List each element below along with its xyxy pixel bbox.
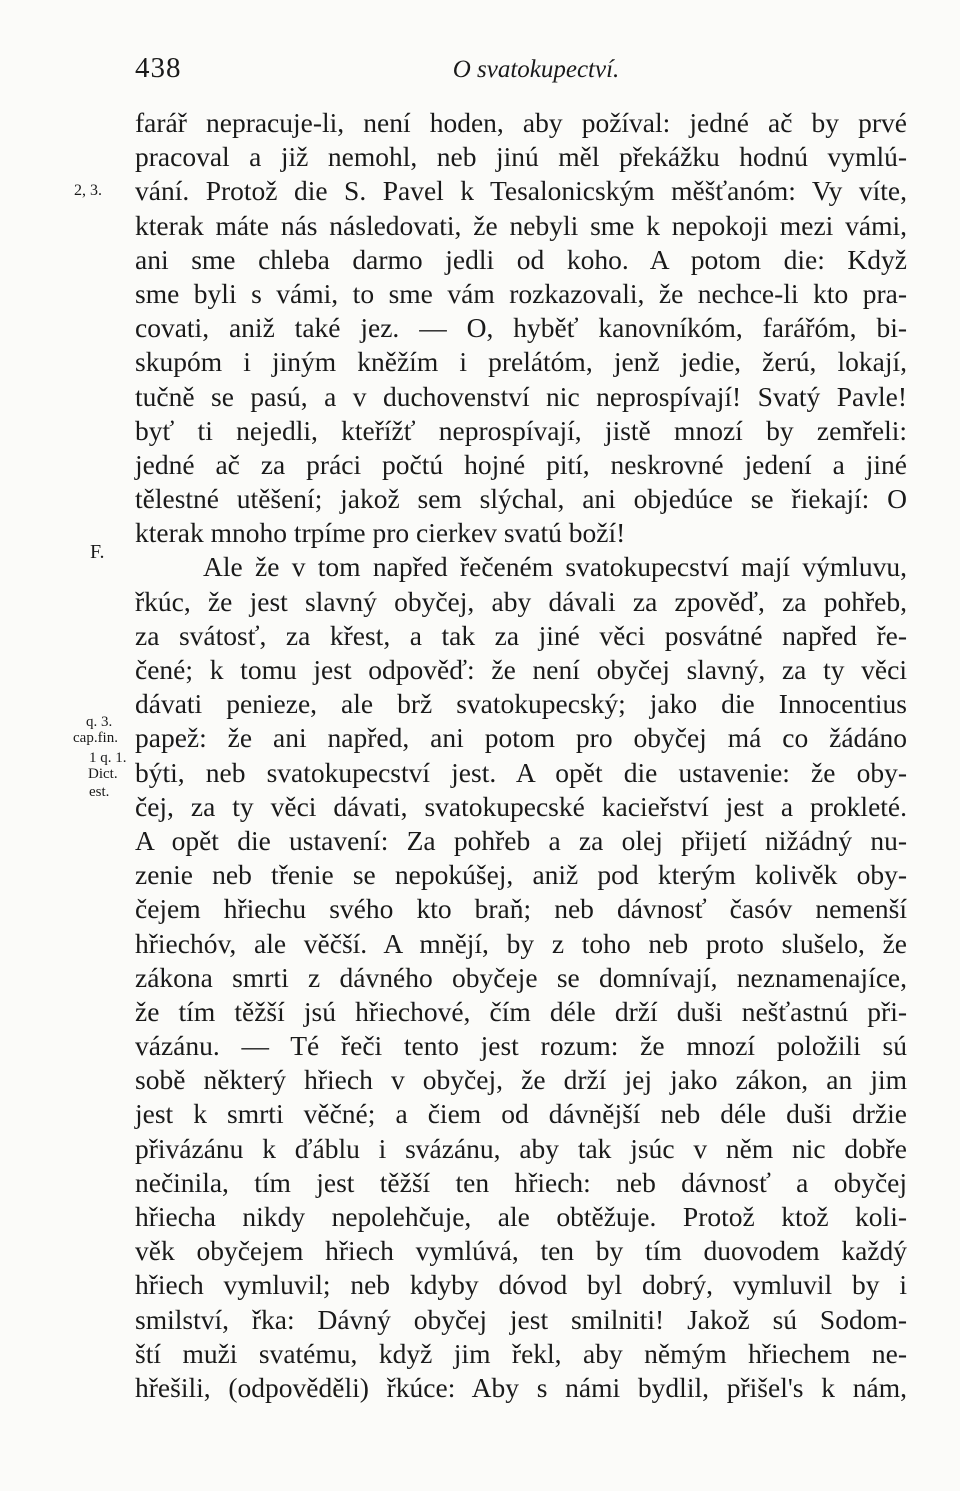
text-line: hřiech vymluvil; neb kdyby dóvod byl dobrý, vymluvil by i xyxy=(135,1269,907,1301)
text-line: kterak máte nás následovati, že nebyli sme k nepokoji mezi vámi, xyxy=(135,209,907,241)
text-line: hřiecha nikdy nepolehčuje, ale obtěžuje. Protož ktož koli- xyxy=(135,1201,907,1232)
running-title: O svatokupectví. xyxy=(452,56,620,83)
text-line: A opět die ustavení: Za pohřeb a za olej přijetí nižádný nu- xyxy=(135,824,907,856)
margin-note-ref-1q1: 1 q. 1. xyxy=(89,750,127,766)
text-line: zenie neb třenie se nepokúšej, aniž pod kterým kolivěk oby- xyxy=(135,859,907,891)
text-line: farář nepracuje-li, není hoden, aby požíval: jedné ač by prvé xyxy=(135,107,907,138)
text-line: Ale že v tom napřed řečeném svatokupecství mají výmluvu, xyxy=(203,551,907,583)
text-line: pracoval a již nemohl, neb jinú měl překážku hodnú vymlú- xyxy=(135,141,907,173)
text-line: čené; k tomu jest odpověď: že není obyčej slavný, za ty věci xyxy=(135,654,907,685)
text-line: vání. Protož die S. Pavel k Tesalonicským měšťanóm: Vy víte, xyxy=(135,175,907,207)
margin-note-ref-q3: q. 3. xyxy=(86,714,113,730)
text-line: sobě některý hřiech v obyčej, že drží jej jako zákon, an jim xyxy=(135,1064,907,1096)
text-line: přivázánu k ďáblu i svázánu, aby tak jsúc v něm nic dobře xyxy=(135,1132,907,1164)
text-line: dávati penieze, ale brž svatokupecský; jako die Innocentius xyxy=(135,688,907,720)
text-line: že tím těžší jsú hřiechové, čím déle drží duši nešťastnú při- xyxy=(135,995,907,1027)
text-line: čejem hřiechu svého kto braň; neb dávnosť časóv nemenší xyxy=(135,893,907,925)
margin-note-ref-dict: Dict. xyxy=(88,766,118,782)
margin-note-ref-capfin: cap.fin. xyxy=(73,730,118,746)
text-line: ští muži svatému, když jim řekl, aby němým hřiechem ne- xyxy=(135,1337,907,1369)
page-header xyxy=(135,52,907,92)
text-line: papež: že ani napřed, ani potom pro obyčej má co žádáno xyxy=(135,722,907,754)
text-line: býti, neb svatokupecství jest. A opět die ustavenie: že oby- xyxy=(135,756,907,788)
text-line: řkúc, že jest slavný obyčej, aby dávali za zpověď, za pohřeb, xyxy=(135,585,907,617)
text-line: covati, aniž také jez. — O, hyběť kanovníkóm, farářóm, bi- xyxy=(135,312,907,344)
text-line: sme byli s vámi, to sme vám rozkazovali, že nechce-li kto pra- xyxy=(135,277,907,309)
text-line: tučně se pasú, a v duchovenství nic neprospívají! Svatý Pavle! xyxy=(135,380,907,412)
text-line: věk obyčejem hřiech vymlúvá, ten by tím duovodem každý xyxy=(135,1235,907,1267)
text-line: kterak mnoho trpíme pro cierkev svatú boží! xyxy=(135,517,626,549)
text-line: skupóm i jiným kněžím i prelátóm, jenž jedie, žerú, lokají, xyxy=(135,346,907,378)
text-line: byť ti nejedli, kteřížť neprospívají, jistě mnozí by zemřeli: xyxy=(135,414,907,446)
text-line: ani sme chleba darmo jedli od koho. A potom die: Když xyxy=(135,243,907,275)
margin-note-ref-est: est. xyxy=(89,784,110,800)
text-line: smilství, řka: Dávný obyčej jest smilniti! Jakož sú Sodom- xyxy=(135,1303,907,1335)
text-line: hřešili, (odpověděli) řkúce: Aby s námi bydlil, přišel's k nám, xyxy=(135,1371,907,1403)
text-line: nečinila, tím jest těžší ten hřiech: neb dávnosť a obyčej xyxy=(135,1166,907,1198)
body-text xyxy=(135,106,907,1405)
text-line: tělestné utěšení; jakož sem slýchal, ani objedúce se řiekají: O xyxy=(135,483,907,515)
text-line: čej, za ty věci dávati, svatokupecské kacieřství jest a prokleté. xyxy=(135,790,907,822)
margin-note-ref-f: F. xyxy=(90,541,105,563)
text-line: za svátosť, za křest, a tak za jiné věci posvátné napřed ře- xyxy=(135,619,907,651)
text-line: zákona smrti z dávného obyčeje se domnívají, neznamenajíce, xyxy=(135,961,907,993)
text-line: jedné ač za práci počtú hojné pití, neskrovné jedení a jiné xyxy=(135,448,907,480)
text-line: hřiechóv, ale věčší. A mnějí, by z toho neb proto slušelo, že xyxy=(135,927,907,959)
page-number: 438 xyxy=(135,52,182,84)
text-line: jest k smrti věčné; a čiem od dávnější neb déle duši držie xyxy=(135,1098,907,1130)
text-line: vázánu. — Té řeči tento jest rozum: že mnozí položili sú xyxy=(135,1030,907,1062)
margin-note-ref-2-3: 2, 3. xyxy=(74,182,102,199)
